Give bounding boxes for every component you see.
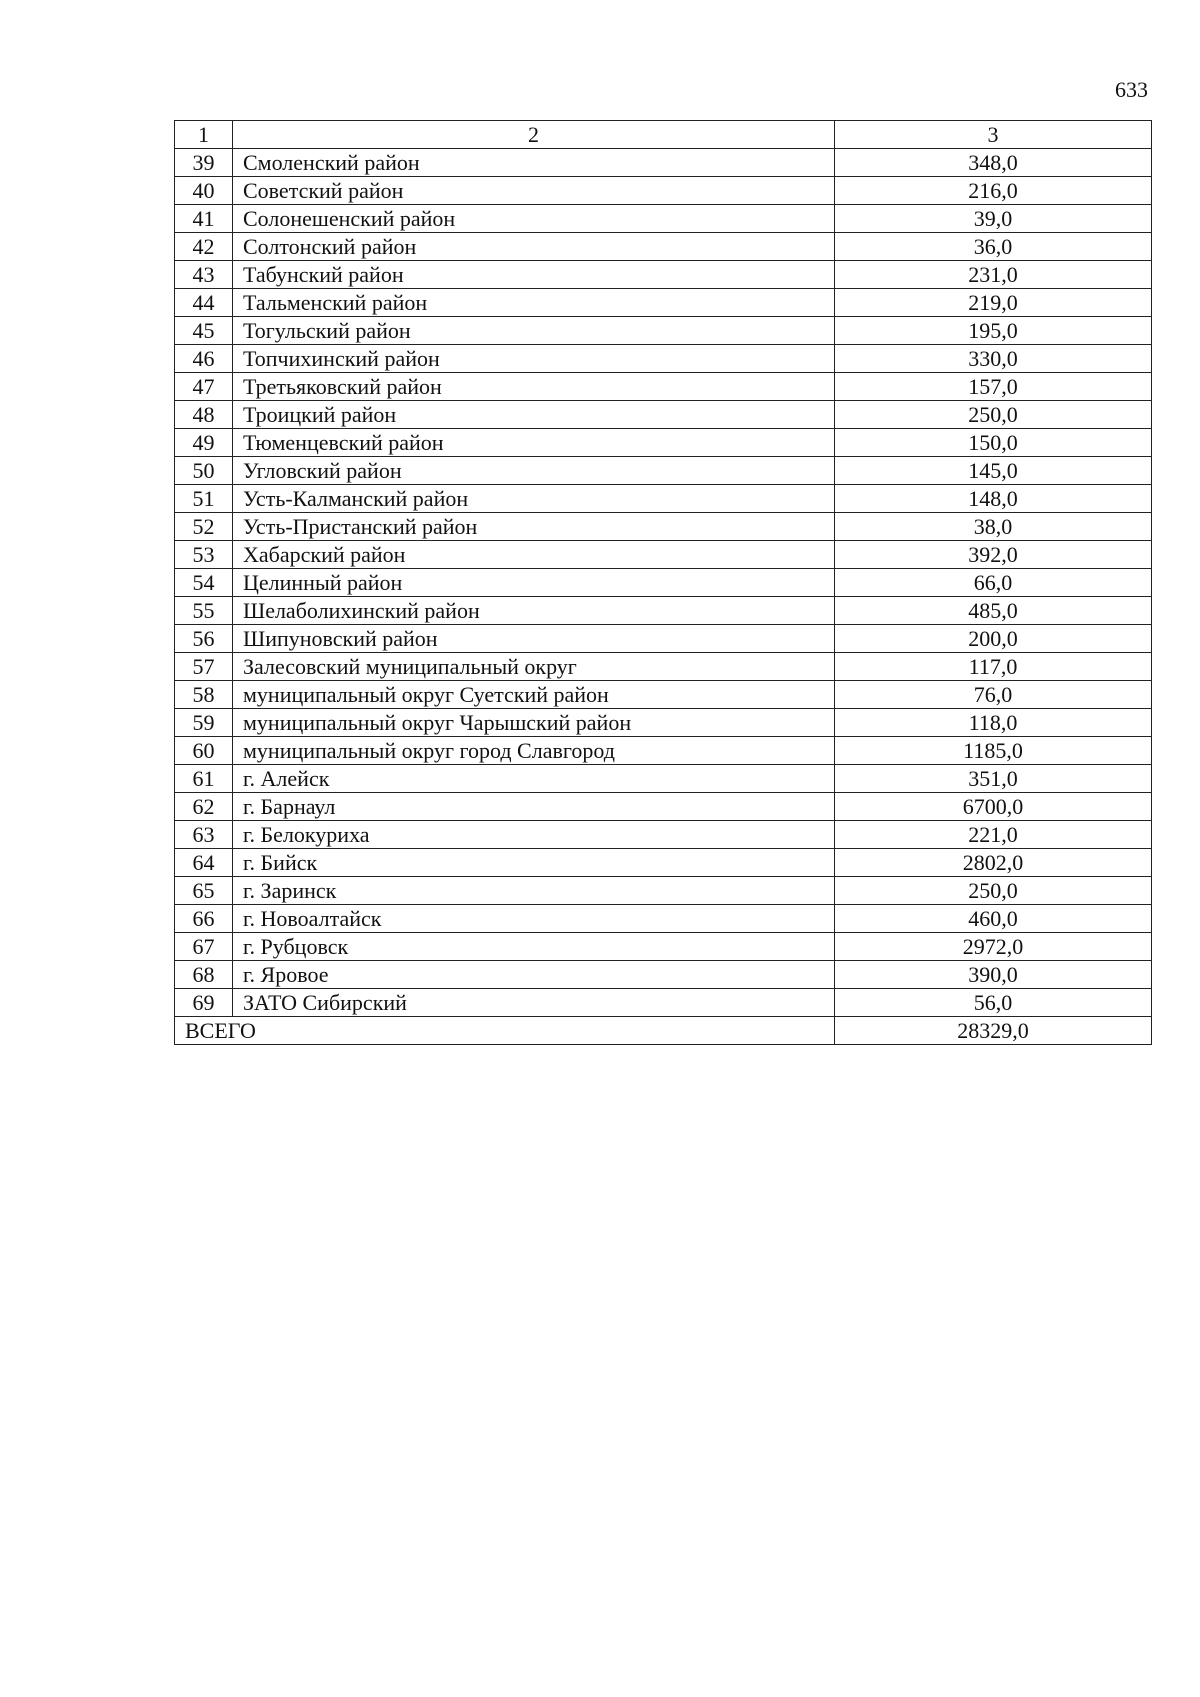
row-value-cell: 39,0 — [835, 205, 1152, 233]
row-value-cell: 250,0 — [835, 877, 1152, 905]
table-row — [175, 429, 1152, 457]
row-number-cell: 42 — [175, 233, 233, 261]
table-row — [175, 961, 1152, 989]
row-value-cell: 219,0 — [835, 289, 1152, 317]
row-value-cell: 1185,0 — [835, 737, 1152, 765]
row-name-cell: Шипуновский район — [233, 625, 835, 653]
row-number-cell: 63 — [175, 821, 233, 849]
table-row — [175, 205, 1152, 233]
row-value-cell: 118,0 — [835, 709, 1152, 737]
row-number-cell: 41 — [175, 205, 233, 233]
row-number-cell: 62 — [175, 793, 233, 821]
table-row — [175, 345, 1152, 373]
row-number-cell: 43 — [175, 261, 233, 289]
row-value-cell: 76,0 — [835, 681, 1152, 709]
row-name-cell: Тюменцевский район — [233, 429, 835, 457]
table-row — [175, 261, 1152, 289]
header-cell-number: 1 — [175, 121, 233, 149]
table-row — [175, 625, 1152, 653]
row-number-cell: 45 — [175, 317, 233, 345]
page-number: 633 — [1115, 77, 1148, 102]
table-row — [175, 989, 1152, 1017]
row-value-cell: 351,0 — [835, 765, 1152, 793]
table-row — [175, 681, 1152, 709]
row-value-cell: 250,0 — [835, 401, 1152, 429]
row-number-cell: 44 — [175, 289, 233, 317]
total-row — [175, 1017, 1152, 1045]
row-name-cell: г. Новоалтайск — [233, 905, 835, 933]
row-number-cell: 57 — [175, 653, 233, 681]
row-number-cell: 60 — [175, 737, 233, 765]
row-number-cell: 54 — [175, 569, 233, 597]
total-value-cell: 28329,0 — [835, 1017, 1152, 1045]
table-row — [175, 149, 1152, 177]
table-row — [175, 821, 1152, 849]
row-name-cell: Солтонский район — [233, 233, 835, 261]
row-name-cell: Хабарский район — [233, 541, 835, 569]
row-name-cell: г. Заринск — [233, 877, 835, 905]
table-row — [175, 709, 1152, 737]
row-name-cell: ЗАТО Сибирский — [233, 989, 835, 1017]
row-value-cell: 330,0 — [835, 345, 1152, 373]
row-number-cell: 52 — [175, 513, 233, 541]
row-value-cell: 148,0 — [835, 485, 1152, 513]
row-value-cell: 117,0 — [835, 653, 1152, 681]
row-value-cell: 36,0 — [835, 233, 1152, 261]
table-row — [175, 177, 1152, 205]
data-table — [174, 120, 1152, 1045]
row-number-cell: 46 — [175, 345, 233, 373]
row-value-cell: 2972,0 — [835, 933, 1152, 961]
row-name-cell: Целинный район — [233, 569, 835, 597]
row-value-cell: 195,0 — [835, 317, 1152, 345]
row-name-cell: Тальменский район — [233, 289, 835, 317]
row-value-cell: 66,0 — [835, 569, 1152, 597]
row-name-cell: Усть-Калманский район — [233, 485, 835, 513]
row-name-cell: Табунский район — [233, 261, 835, 289]
row-number-cell: 66 — [175, 905, 233, 933]
row-number-cell: 64 — [175, 849, 233, 877]
table-row — [175, 401, 1152, 429]
row-value-cell: 150,0 — [835, 429, 1152, 457]
table-row — [175, 233, 1152, 261]
row-name-cell: г. Алейск — [233, 765, 835, 793]
row-name-cell: Смоленский район — [233, 149, 835, 177]
table-row — [175, 737, 1152, 765]
row-number-cell: 56 — [175, 625, 233, 653]
row-value-cell: 485,0 — [835, 597, 1152, 625]
table-row — [175, 373, 1152, 401]
row-name-cell: Советский район — [233, 177, 835, 205]
row-name-cell: Шелаболихинский район — [233, 597, 835, 625]
row-number-cell: 65 — [175, 877, 233, 905]
row-value-cell: 392,0 — [835, 541, 1152, 569]
table-header-row — [175, 121, 1152, 149]
row-value-cell: 145,0 — [835, 457, 1152, 485]
row-name-cell: Солонешенский район — [233, 205, 835, 233]
table-row — [175, 877, 1152, 905]
row-name-cell: Усть-Пристанский район — [233, 513, 835, 541]
table-row — [175, 793, 1152, 821]
row-number-cell: 55 — [175, 597, 233, 625]
row-name-cell: Угловский район — [233, 457, 835, 485]
table-row — [175, 597, 1152, 625]
row-name-cell: г. Рубцовск — [233, 933, 835, 961]
row-number-cell: 69 — [175, 989, 233, 1017]
total-label-cell: ВСЕГО — [175, 1017, 835, 1045]
row-value-cell: 157,0 — [835, 373, 1152, 401]
row-number-cell: 40 — [175, 177, 233, 205]
row-name-cell: г. Бийск — [233, 849, 835, 877]
row-number-cell: 50 — [175, 457, 233, 485]
row-value-cell: 216,0 — [835, 177, 1152, 205]
row-value-cell: 221,0 — [835, 821, 1152, 849]
row-number-cell: 51 — [175, 485, 233, 513]
row-number-cell: 59 — [175, 709, 233, 737]
row-name-cell: Троицкий район — [233, 401, 835, 429]
row-number-cell: 49 — [175, 429, 233, 457]
row-number-cell: 58 — [175, 681, 233, 709]
table-row — [175, 653, 1152, 681]
row-number-cell: 67 — [175, 933, 233, 961]
table-row — [175, 933, 1152, 961]
row-number-cell: 39 — [175, 149, 233, 177]
row-name-cell: Третьяковский район — [233, 373, 835, 401]
row-number-cell: 61 — [175, 765, 233, 793]
row-name-cell: г. Белокуриха — [233, 821, 835, 849]
row-value-cell: 6700,0 — [835, 793, 1152, 821]
row-name-cell: муниципальный округ Чарышский район — [233, 709, 835, 737]
row-value-cell: 348,0 — [835, 149, 1152, 177]
table-row — [175, 541, 1152, 569]
row-name-cell: муниципальный округ Суетский район — [233, 681, 835, 709]
row-number-cell: 47 — [175, 373, 233, 401]
row-value-cell: 460,0 — [835, 905, 1152, 933]
table-row — [175, 289, 1152, 317]
row-value-cell: 56,0 — [835, 989, 1152, 1017]
row-name-cell: муниципальный округ город Славгород — [233, 737, 835, 765]
header-cell-value: 3 — [835, 121, 1152, 149]
table-row — [175, 849, 1152, 877]
row-name-cell: г. Яровое — [233, 961, 835, 989]
table-row — [175, 765, 1152, 793]
table-row — [175, 317, 1152, 345]
row-value-cell: 38,0 — [835, 513, 1152, 541]
table-row — [175, 457, 1152, 485]
row-number-cell: 53 — [175, 541, 233, 569]
table-row — [175, 569, 1152, 597]
row-name-cell: Тогульский район — [233, 317, 835, 345]
row-value-cell: 231,0 — [835, 261, 1152, 289]
row-value-cell: 390,0 — [835, 961, 1152, 989]
row-name-cell: Топчихинский район — [233, 345, 835, 373]
table-row — [175, 905, 1152, 933]
row-number-cell: 48 — [175, 401, 233, 429]
table-row — [175, 485, 1152, 513]
row-value-cell: 200,0 — [835, 625, 1152, 653]
header-cell-name: 2 — [233, 121, 835, 149]
table-row — [175, 513, 1152, 541]
row-value-cell: 2802,0 — [835, 849, 1152, 877]
row-number-cell: 68 — [175, 961, 233, 989]
row-name-cell: Залесовский муниципальный округ — [233, 653, 835, 681]
row-name-cell: г. Барнаул — [233, 793, 835, 821]
